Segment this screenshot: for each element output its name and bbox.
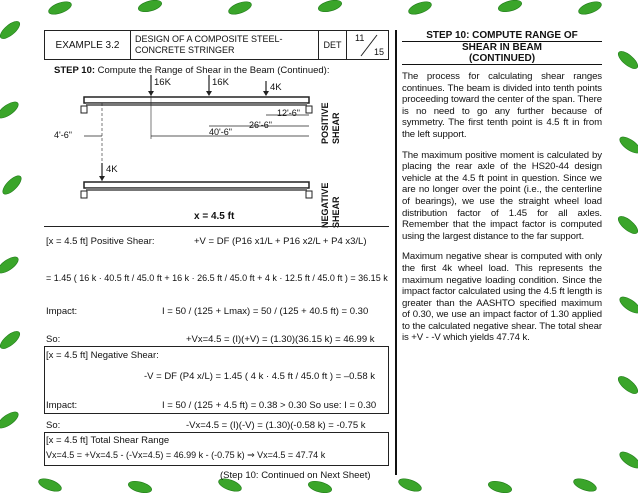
commentary-column [402, 30, 602, 353]
title-line-2: CONCRETE STRINGER [135, 45, 235, 55]
total-shear-equation: Vx=4.5 = +Vx=4.5 - (-Vx=4.5) = 46.99 k - (-0.75 k) ⇒ Vx=4.5 = 47.74 k [46, 450, 326, 460]
impact-label-1: Impact: [46, 306, 78, 317]
commentary-paragraph-1: The process for calculating shear ranges continues. The beam is divided into tenth points proceeding toward the center of the span. There is no need to go any further because of symmetry. The first tenth point is 4.5 ft in from the left support. [402, 71, 602, 140]
dim-40-6: 40'-6" [209, 127, 232, 137]
step-label: STEP 10: [54, 65, 96, 76]
det-label: DET [319, 31, 347, 59]
commentary-title-line-3: (CONTINUED) [402, 53, 602, 65]
so-label-2: So: [46, 420, 61, 431]
page-counter [347, 31, 389, 59]
document-page [30, 22, 614, 481]
negative-shear-label: NEGATIVE SHEAR [320, 182, 341, 228]
sheet-header [44, 30, 389, 60]
negative-shear-result: -Vx=4.5 = (I)(-V) = (1.30)(-0.58 k) = -0.75 k [186, 420, 366, 431]
step-text: Compute the Range of Shear in the Beam (Continued): [97, 65, 330, 76]
page-number: 11 [355, 33, 365, 43]
positive-shear-equation: +V = DF (P16 x1/L + P16 x2/L + P4 x3/L) [194, 236, 367, 247]
positive-shear-result: +Vx=4.5 = (I)(+V) = (1.30)(36.15 k) = 46.99 k [186, 334, 375, 345]
title-line-1: DESIGN OF A COMPOSITE STEEL- [135, 34, 283, 44]
positive-shear-label: POSITIVE SHEAR [320, 102, 341, 144]
commentary-paragraph-2: The maximum positive moment is calculated by placing the rear axle of the HS20-44 design vehicle at the 4.5 ft point in question. Since we are no longer over the point (i.e., the centerline of bearings), we use the straight wheel load distribution factor of 1.45 for all axles. Remember that the impact factor is computed using the largest distance to the far support. [402, 149, 602, 242]
commentary-paragraph-3: Maximum negative shear is computed with only the first 4k wheel load. This represents the maximum negative loading condition. Since the impact factor calculated using the 4.5 ft length is greater than the AASHTO specified maximum of 0.30, we use an impact factor of 1.30 applied to the calculated negative shear. The total shear is +V - -V which yields 47.74 k. [402, 251, 602, 344]
sheet-title [131, 31, 319, 59]
dim-12-6: 12'-6" [277, 108, 300, 118]
commentary-title [402, 30, 602, 65]
impact-equation-2: I = 50 / (125 + 4.5 ft) = 0.38 > 0.30 So use: I = 0.30 [162, 400, 377, 411]
continued-note: (Step 10: Continued on Next Sheet) [220, 470, 371, 481]
commentary-title-line-2: SHEAR IN BEAM [461, 42, 542, 53]
so-label-1: So: [46, 334, 61, 345]
dim-4-6: 4'-6" [54, 130, 72, 140]
positive-shear-evaluation: = 1.45 ( 16 k · 40.5 ft / 45.0 ft + 16 k · 26.5 ft / 45.0 ft + 4 k · 12.5 ft / 45.0 ft ) = 36.15 k [46, 273, 388, 283]
impact-equation-1: I = 50 / (125 + Lmax) = 50 / (125 + 40.5 ft) = 0.30 [162, 306, 369, 317]
load-label-neg-4k: 4K [106, 164, 118, 175]
column-divider [395, 30, 397, 475]
page-total: 15 [373, 47, 384, 57]
load-label-4k: 4K [270, 82, 282, 93]
negative-shear-equation: -V = DF (P4 x/L) = 1.45 ( 4 k · 4.5 ft / 45.0 ft ) = –0.58 k [144, 371, 376, 382]
example-number: EXAMPLE 3.2 [45, 31, 131, 59]
impact-label-2: Impact: [46, 400, 78, 411]
load-label-16k-2: 16K [212, 77, 229, 88]
positive-shear-heading: [x = 4.5 ft] Positive Shear: [46, 236, 155, 247]
negative-shear-heading: [x = 4.5 ft] Negative Shear: [46, 350, 159, 361]
commentary-title-line-1: STEP 10: COMPUTE RANGE OF [402, 30, 602, 42]
section-divider [44, 226, 389, 227]
location-label: x = 4.5 ft [194, 211, 235, 222]
total-shear-heading: [x = 4.5 ft] Total Shear Range [46, 435, 170, 446]
dim-26-6: 26'-6" [249, 120, 272, 130]
load-label-16k-1: 16K [154, 77, 171, 88]
calculation-sheet [44, 30, 389, 481]
